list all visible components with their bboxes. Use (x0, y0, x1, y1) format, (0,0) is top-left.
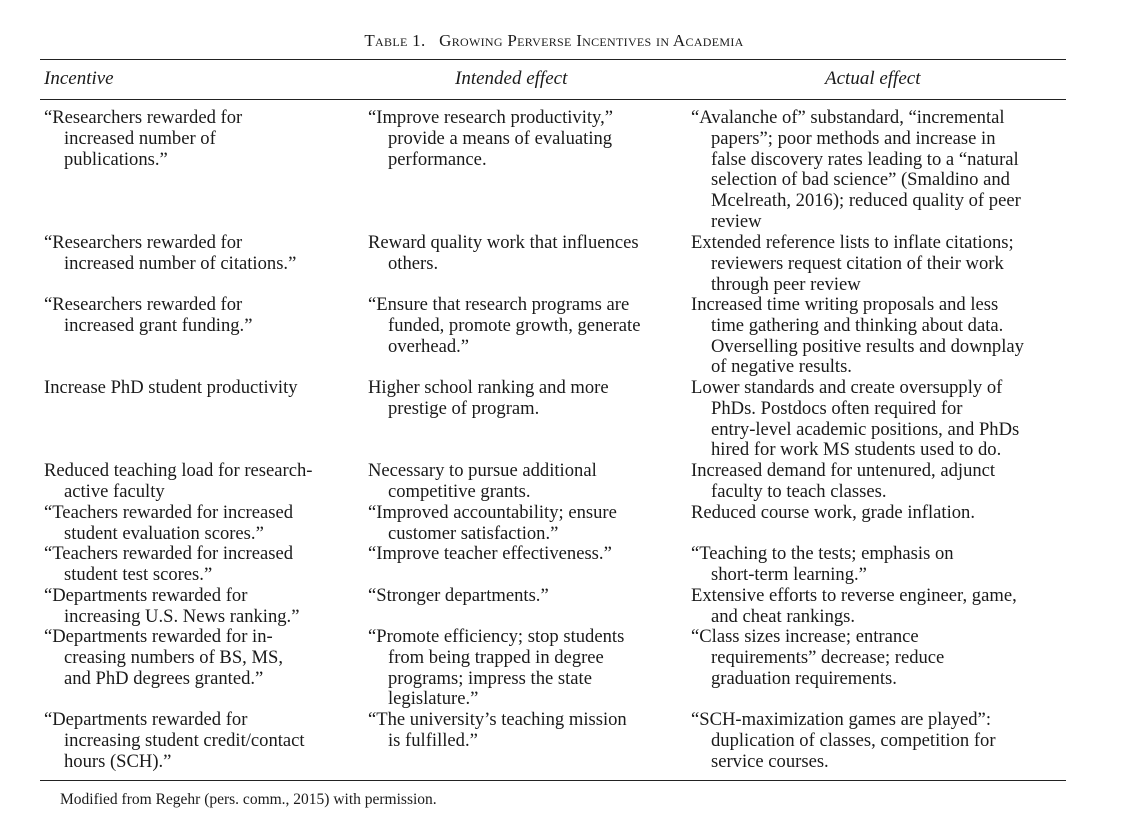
cell-intended-effect (368, 586, 549, 607)
cell-line: graduation requirements. (711, 667, 897, 689)
cell-line: “Ensure that research programs are (368, 294, 630, 315)
cell-line: requirements” decrease; reduce (711, 646, 945, 668)
cell-line: Lower standards and create oversupply of (691, 377, 1003, 398)
cell-line: Extensive efforts to reverse engineer, game, (691, 585, 1017, 606)
cell-incentive (44, 503, 293, 545)
cell-intended-effect (368, 233, 639, 275)
cell-line: publications.” (64, 148, 168, 170)
cell-line: legislature.” (388, 688, 479, 710)
cell-incentive (44, 627, 283, 689)
table-caption (0, 31, 1108, 51)
cell-line: Extended reference lists to inflate citations; (691, 232, 1014, 253)
caption-title: Growing Perverse Incentives in Academia (439, 31, 744, 50)
cell-line: increasing student credit/contact (64, 729, 305, 751)
cell-intended-effect (368, 295, 640, 357)
cell-line: review (711, 210, 762, 232)
cell-actual-effect (691, 295, 1024, 378)
cell-line: “Class sizes increase; entrance (691, 626, 919, 647)
cell-line: Necessary to pursue additional (368, 460, 597, 481)
bottom-rule (40, 780, 1066, 781)
cell-line: Reward quality work that influences (368, 232, 639, 253)
top-rule (40, 59, 1066, 60)
cell-line: “SCH-maximization games are played”: (691, 709, 991, 730)
cell-line: “Teachers rewarded for increased (44, 502, 294, 523)
cell-line: of negative results. (711, 356, 852, 378)
cell-intended-effect (368, 503, 617, 545)
cell-line: false discovery rates leading to a “natural (711, 148, 1019, 170)
cell-line: active faculty (64, 480, 165, 502)
cell-line: performance. (388, 148, 487, 170)
cell-line: “The university’s teaching mission (368, 709, 627, 730)
cell-line: short-term learning.” (711, 563, 867, 585)
cell-line: faculty to teach classes. (711, 480, 887, 502)
cell-line: “Improved accountability; ensure (368, 502, 617, 523)
header-rule (40, 99, 1066, 100)
cell-line: overhead.” (388, 335, 470, 357)
cell-line: “Researchers rewarded for (44, 107, 243, 128)
cell-line: increasing U.S. News ranking.” (64, 605, 300, 627)
cell-line: competitive grants. (388, 480, 531, 502)
cell-incentive (44, 108, 242, 170)
cell-line: “Departments rewarded for in- (44, 626, 273, 647)
cell-line: from being trapped in degree (388, 646, 604, 668)
column-header-incentive: Incentive (44, 68, 114, 89)
cell-intended-effect (368, 544, 612, 565)
column-header-actual-effect: Actual effect (825, 68, 921, 89)
cell-line: papers”; poor methods and increase in (711, 127, 996, 149)
cell-actual-effect (691, 710, 996, 772)
cell-line: Reduced course work, grade inflation. (691, 502, 975, 523)
cell-intended-effect (368, 710, 627, 752)
cell-incentive (44, 461, 312, 503)
cell-line: hours (SCH).” (64, 750, 172, 772)
cell-actual-effect (691, 544, 954, 586)
cell-line: Reduced teaching load for research- (44, 460, 313, 481)
cell-line: “Stronger departments.” (368, 585, 549, 606)
cell-intended-effect (368, 627, 624, 710)
cell-line: “Teaching to the tests; emphasis on (691, 543, 954, 564)
cell-line: increased number of (64, 127, 216, 149)
cell-incentive (44, 544, 293, 586)
cell-line: creasing numbers of BS, MS, (64, 646, 283, 668)
cell-line: Mcelreath, 2016); reduced quality of peer (711, 190, 1021, 212)
cell-line: increased number of citations.” (64, 252, 297, 274)
cell-line: through peer review (711, 273, 861, 295)
cell-incentive (44, 710, 305, 772)
cell-incentive (44, 295, 252, 337)
cell-actual-effect (691, 461, 995, 503)
cell-line: service courses. (711, 750, 829, 772)
column-header-intended-effect: Intended effect (455, 68, 568, 89)
cell-line: is fulfilled.” (388, 729, 478, 751)
cell-line: others. (388, 252, 439, 274)
cell-line: programs; impress the state (388, 667, 592, 689)
cell-line: hired for work MS students used to do. (711, 439, 1002, 461)
cell-line: student test scores.” (64, 563, 213, 585)
cell-line: “Teachers rewarded for increased (44, 543, 294, 564)
cell-line: entry-level academic positions, and PhDs (711, 418, 1020, 440)
cell-line: “Promote efficiency; stop students (368, 626, 625, 647)
cell-actual-effect (691, 378, 1019, 461)
cell-line: student evaluation scores.” (64, 522, 264, 544)
cell-intended-effect (368, 378, 609, 420)
cell-incentive (44, 233, 296, 275)
caption-label: Table 1. (364, 31, 426, 50)
cell-actual-effect (691, 627, 944, 689)
cell-line: prestige of program. (388, 397, 540, 419)
cell-line: customer satisfaction.” (388, 522, 559, 544)
cell-line: increased grant funding.” (64, 314, 253, 336)
cell-line: Higher school ranking and more (368, 377, 609, 398)
cell-line: “Researchers rewarded for (44, 294, 243, 315)
cell-line: selection of bad science” (Smaldino and (711, 169, 1010, 191)
cell-actual-effect (691, 586, 1017, 628)
cell-line: duplication of classes, competition for (711, 729, 996, 751)
cell-line: and PhD degrees granted.” (64, 667, 264, 689)
cell-line: “Avalanche of” substandard, “incremental (691, 107, 1005, 128)
cell-line: “Improve research productivity,” (368, 107, 614, 128)
cell-line: Increased demand for untenured, adjunct (691, 460, 996, 481)
cell-line: “Departments rewarded for (44, 585, 248, 606)
cell-line: “Improve teacher effectiveness.” (368, 543, 612, 564)
cell-incentive (44, 586, 299, 628)
cell-line: PhDs. Postdocs often required for (711, 397, 963, 419)
cell-line: reviewers request citation of their work (711, 252, 1004, 274)
cell-actual-effect (691, 503, 975, 524)
cell-line: Increase PhD student productivity (44, 377, 298, 398)
cell-line: “Researchers rewarded for (44, 232, 243, 253)
cell-line: “Departments rewarded for (44, 709, 248, 730)
cell-incentive (44, 378, 298, 399)
cell-line: funded, promote growth, generate (388, 314, 641, 336)
cell-line: and cheat rankings. (711, 605, 856, 627)
cell-intended-effect (368, 461, 597, 503)
cell-actual-effect (691, 233, 1014, 295)
cell-actual-effect (691, 108, 1021, 233)
table-footnote: Modified from Regehr (pers. comm., 2015) with permission. (60, 791, 437, 808)
cell-intended-effect (368, 108, 613, 170)
cell-line: provide a means of evaluating (388, 127, 613, 149)
cell-line: time gathering and thinking about data. (711, 314, 1004, 336)
cell-line: Increased time writing proposals and less (691, 294, 999, 315)
cell-line: Overselling positive results and downplay (711, 335, 1024, 357)
